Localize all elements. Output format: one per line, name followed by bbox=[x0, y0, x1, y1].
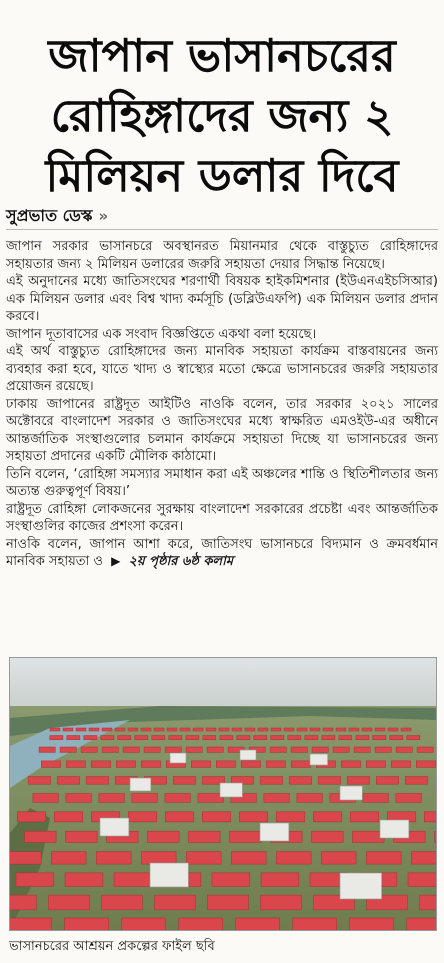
red-roof bbox=[39, 747, 55, 752]
continuation-link[interactable]: ২য় পৃষ্ঠার ৬ষ্ঠ কলাম bbox=[128, 554, 234, 569]
red-roof bbox=[405, 777, 427, 785]
red-roof bbox=[322, 736, 335, 740]
red-roof bbox=[179, 918, 223, 930]
red-roof bbox=[373, 736, 386, 740]
red-roof bbox=[416, 761, 435, 768]
red-roof bbox=[375, 728, 385, 731]
red-roof bbox=[101, 736, 114, 740]
red-roof bbox=[132, 794, 158, 803]
white-building bbox=[220, 783, 242, 797]
red-roof bbox=[165, 794, 191, 803]
red-roof bbox=[54, 812, 83, 822]
red-roof bbox=[51, 852, 86, 865]
red-roof bbox=[313, 812, 342, 822]
red-roof bbox=[366, 852, 401, 865]
paragraph-2: এই অনুদানের মধ্যে জাতিসংঘের শরণার্থী বিষয়ক হাইকমিশনার (ইউএনএইচসিআর) এক মিলিয়ন ডলার এবং বিশ্ব খাদ্য কর্মসূচি (ডব্লিউএফপি) এক মিলিয়ন ডলার প্রদান করবে। bbox=[6, 274, 438, 324]
white-building bbox=[130, 778, 151, 791]
red-roof bbox=[128, 812, 157, 822]
red-roof bbox=[388, 728, 398, 731]
red-roof bbox=[323, 728, 333, 731]
red-roof bbox=[401, 728, 411, 731]
red-roof bbox=[86, 777, 108, 785]
red-roof bbox=[28, 777, 50, 785]
red-roof bbox=[237, 736, 250, 740]
white-building bbox=[260, 823, 289, 841]
white-building bbox=[240, 750, 256, 760]
red-roof bbox=[291, 747, 307, 752]
paragraph-6: তিনি বলেন, ‘রোহিঙ্গা সমস্যার সমাধান করা এই অঞ্চলের শান্তি ও স্থিতিশীলতার জন্য অত্যন্ত গুরুত্বপূর্ণ বিষয়।’ bbox=[6, 466, 438, 499]
red-roof bbox=[155, 895, 196, 910]
red-roof bbox=[297, 794, 323, 803]
red-roof bbox=[391, 761, 410, 768]
red-roof bbox=[258, 728, 268, 731]
red-roof bbox=[353, 831, 385, 842]
red-roof bbox=[333, 747, 349, 752]
white-building bbox=[100, 818, 129, 836]
red-roof bbox=[141, 728, 151, 731]
red-roof bbox=[261, 895, 302, 910]
red-roof bbox=[417, 747, 433, 752]
red-roof bbox=[102, 728, 112, 731]
white-building bbox=[310, 754, 328, 765]
headline-line-3: মিলিয়ন ডলার দিবে bbox=[45, 149, 399, 202]
red-roof bbox=[408, 873, 436, 887]
byline: সুপ্রভাত ডেস্ক bbox=[6, 205, 93, 225]
red-roof bbox=[203, 736, 216, 740]
red-roof bbox=[241, 761, 260, 768]
white-building bbox=[340, 786, 362, 800]
red-roof bbox=[347, 777, 369, 785]
red-roof bbox=[375, 747, 391, 752]
paragraph-1: জাপান সরকার ভাসানচরে অবস্থানরত মিয়ানমার থেকে বাস্তুচ্যুত রোহিঙ্গাদের সহায়তার জন্য ২ মিলিয়ন ডলারের জরুরি সহায়তা দেয়ার সিদ্ধান্ত নিয়েছে। bbox=[6, 239, 438, 272]
red-roof bbox=[293, 918, 337, 930]
red-roof bbox=[41, 761, 60, 768]
red-roof bbox=[396, 794, 422, 803]
red-roof bbox=[239, 812, 267, 822]
byline-arrow-icon: » bbox=[98, 207, 109, 225]
red-roof bbox=[236, 918, 280, 930]
white-building bbox=[340, 873, 382, 899]
red-roof bbox=[216, 761, 235, 768]
red-roof bbox=[16, 873, 54, 887]
red-roof bbox=[144, 747, 160, 752]
red-roof bbox=[202, 812, 231, 822]
white-building bbox=[380, 820, 409, 838]
red-roof bbox=[260, 777, 282, 785]
red-roof bbox=[231, 852, 266, 865]
red-roof bbox=[366, 761, 385, 768]
red-roof bbox=[232, 728, 242, 731]
photo-caption: ভাসানচরের আশ্রয়ন প্রকল্পের ফাইল ছবি bbox=[9, 939, 215, 954]
red-roof bbox=[297, 728, 307, 731]
red-roof bbox=[115, 728, 125, 731]
red-roof bbox=[390, 736, 403, 740]
red-roof bbox=[76, 728, 86, 731]
red-roof bbox=[349, 728, 359, 731]
red-roof bbox=[362, 728, 372, 731]
red-roof bbox=[114, 873, 152, 887]
article-photo bbox=[9, 657, 437, 931]
red-roof bbox=[336, 728, 346, 731]
red-roof bbox=[350, 812, 379, 822]
red-roof bbox=[50, 736, 63, 740]
red-roof bbox=[435, 831, 437, 842]
red-roof bbox=[122, 918, 166, 930]
red-roof bbox=[118, 736, 131, 740]
red-roof bbox=[245, 728, 255, 731]
red-roof bbox=[180, 728, 190, 731]
red-roof bbox=[270, 747, 286, 752]
red-roof bbox=[67, 736, 80, 740]
red-roof bbox=[99, 794, 125, 803]
red-roof bbox=[165, 747, 181, 752]
red-roof bbox=[356, 736, 369, 740]
red-roof bbox=[116, 761, 135, 768]
red-roof bbox=[276, 812, 305, 822]
headline-line-1: জাপান ভাসানচরের bbox=[48, 29, 396, 82]
red-roof bbox=[152, 736, 165, 740]
red-roof bbox=[33, 794, 59, 803]
red-roof bbox=[396, 747, 412, 752]
paragraph-8 bbox=[6, 536, 438, 571]
red-roof bbox=[420, 895, 437, 910]
red-roof bbox=[261, 873, 299, 887]
red-roof bbox=[291, 761, 310, 768]
red-roof bbox=[89, 728, 99, 731]
red-roof bbox=[141, 761, 160, 768]
byline-row bbox=[6, 203, 438, 230]
red-roof bbox=[305, 736, 318, 740]
red-roof bbox=[186, 747, 202, 752]
red-roof bbox=[173, 777, 195, 785]
red-roof bbox=[66, 831, 98, 842]
red-roof bbox=[254, 736, 267, 740]
red-roof bbox=[10, 895, 36, 910]
red-roof bbox=[212, 873, 250, 887]
red-roof bbox=[318, 777, 340, 785]
red-roof bbox=[65, 873, 103, 887]
red-roof bbox=[206, 728, 216, 731]
red-roof bbox=[96, 852, 131, 865]
continue-arrow-icon: ▶ bbox=[111, 554, 121, 568]
red-roof bbox=[60, 747, 76, 752]
red-roof bbox=[123, 747, 139, 752]
red-roof bbox=[102, 895, 143, 910]
red-roof bbox=[10, 918, 52, 930]
paragraph-4: এই অর্থ বাস্তুচ্যুত রোহিঙ্গাদের জন্য মানবিক সহায়তা কার্যক্রম বাস্তবায়নের জন্য ব্যবহার করা হবে, যাতে খাদ্য ও স্বাস্থ্যের মতো ক্ষেত্রে ভাসানচরের জরুরি সহায়তার প্রয়োজন রয়েছে। bbox=[6, 344, 438, 394]
red-roof bbox=[321, 852, 356, 865]
red-roof bbox=[208, 895, 249, 910]
red-roof bbox=[57, 777, 79, 785]
red-roof bbox=[25, 831, 57, 842]
red-roof bbox=[50, 728, 60, 731]
red-roof bbox=[102, 747, 118, 752]
red-roof bbox=[284, 728, 294, 731]
red-roof bbox=[276, 852, 311, 865]
white-building bbox=[150, 863, 188, 887]
red-roof bbox=[264, 794, 290, 803]
paragraph-7: রাষ্ট্রদূত রোহিঙ্গা লোকজনের সুরক্ষায় বাংলাদেশ সরকারের প্রচেষ্টা এবং আন্তর্জাতিক সংস্থাগুলির কাজের প্রশংসা করেন। bbox=[6, 501, 438, 534]
red-roof bbox=[354, 747, 370, 752]
red-roof bbox=[312, 831, 344, 842]
red-roof bbox=[17, 812, 46, 822]
red-roof bbox=[84, 736, 97, 740]
paragraph-5: ঢাকায় জাপানের রাষ্ট্রদূত আইটিও নাওকি বলেন, তার সরকার ২০২১ সালের অক্টোবরে বাংলাদেশ সরকার ও জাতিসংঘের মধ্যে স্বাক্ষরিত এমওইউ-এর অধীনে আন্তর্জাতিক সংস্থাগুলোর চলমান কার্যক্রমে সহায়তা দিচ্ছে যা ভাসানচরের জন্য সহায়তা প্রদানের একটি মৌলিক কাঠামো। bbox=[6, 396, 438, 464]
headline bbox=[0, 26, 444, 206]
red-roof bbox=[310, 728, 320, 731]
red-roof bbox=[65, 918, 109, 930]
red-roof bbox=[81, 747, 97, 752]
red-roof bbox=[271, 728, 281, 731]
red-roof bbox=[339, 736, 352, 740]
red-roof bbox=[167, 728, 177, 731]
headline-line-2: রোহিঙ্গাদের জন্য ২ bbox=[50, 89, 394, 142]
red-roof bbox=[63, 728, 73, 731]
red-roof bbox=[219, 728, 229, 731]
red-roof bbox=[10, 852, 41, 865]
red-roof bbox=[289, 777, 311, 785]
red-roof bbox=[424, 812, 436, 822]
article-body bbox=[6, 238, 438, 571]
red-roof bbox=[148, 831, 180, 842]
red-roof bbox=[189, 831, 221, 842]
paragraph-3: জাপান দূতাবাসের এক সংবাদ বিজ্ঞপ্তিতে একথা বলা হয়েছে। bbox=[6, 326, 317, 342]
red-roof bbox=[341, 761, 360, 768]
red-roof bbox=[407, 918, 436, 930]
red-roof bbox=[49, 895, 90, 910]
red-roof bbox=[66, 761, 85, 768]
red-roof bbox=[135, 736, 148, 740]
red-roof bbox=[350, 918, 394, 930]
white-building bbox=[170, 753, 186, 763]
aerial-photo-illustration bbox=[10, 658, 436, 930]
red-roof bbox=[66, 794, 92, 803]
red-roof bbox=[376, 777, 398, 785]
red-roof bbox=[220, 736, 233, 740]
red-roof bbox=[191, 761, 210, 768]
sky bbox=[10, 658, 436, 708]
red-roof bbox=[266, 761, 285, 768]
red-roof bbox=[128, 728, 138, 731]
red-roof bbox=[141, 852, 176, 865]
red-roof bbox=[154, 728, 164, 731]
red-roof bbox=[288, 736, 301, 740]
red-roof bbox=[207, 747, 223, 752]
red-roof bbox=[169, 736, 182, 740]
red-roof bbox=[193, 728, 203, 731]
red-roof bbox=[271, 736, 284, 740]
red-roof bbox=[312, 747, 328, 752]
red-roof bbox=[407, 736, 420, 740]
red-roof bbox=[411, 852, 436, 865]
red-roof bbox=[198, 794, 224, 803]
red-roof bbox=[363, 794, 389, 803]
red-roof bbox=[230, 831, 262, 842]
red-roof bbox=[165, 812, 194, 822]
red-roof bbox=[186, 736, 199, 740]
last-paragraph-text: নাওকি বলেন, জাপান আশা করে, জাতিসংঘ ভাসানচরে বিদ্যমান ও ক্রমবর্ধমান মানবিক সহায়তা ও bbox=[6, 536, 438, 569]
red-roof bbox=[91, 761, 110, 768]
red-roof bbox=[186, 852, 221, 865]
